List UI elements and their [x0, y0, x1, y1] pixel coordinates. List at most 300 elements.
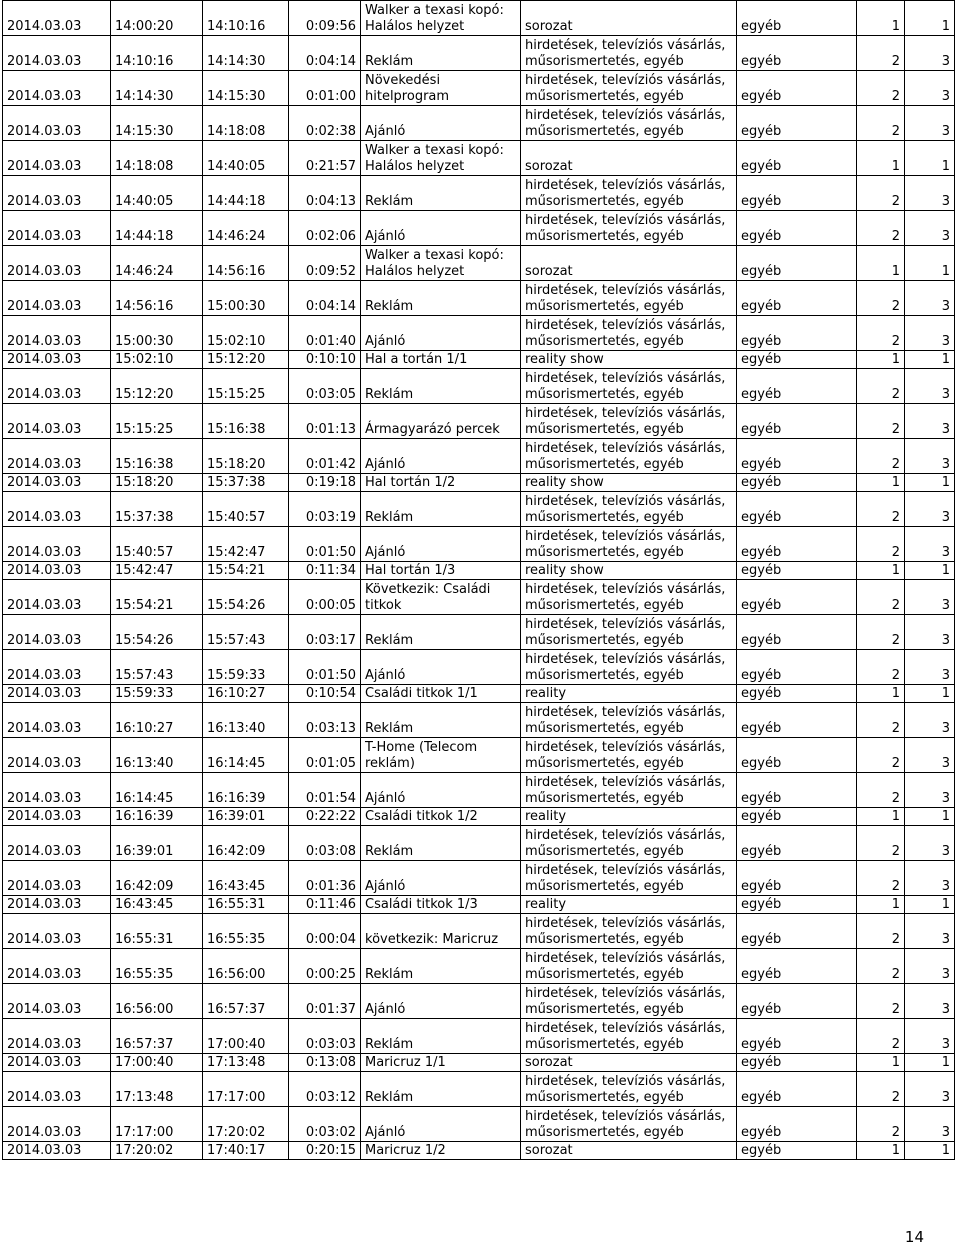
start-time-cell: 16:56:00: [111, 984, 203, 1019]
start-time-cell: 16:14:45: [111, 773, 203, 808]
code-b-cell: 3: [905, 71, 955, 106]
genre-cell: egyéb: [737, 281, 857, 316]
genre-cell: egyéb: [737, 949, 857, 984]
genre-cell: egyéb: [737, 492, 857, 527]
date-cell: 2014.03.03: [3, 861, 111, 896]
start-time-cell: 15:00:30: [111, 316, 203, 351]
duration-cell: 0:09:52: [289, 246, 361, 281]
program-title-cell: Ajánló: [361, 1107, 521, 1142]
genre-cell: egyéb: [737, 685, 857, 703]
code-a-cell: 2: [857, 580, 905, 615]
genre-cell: egyéb: [737, 36, 857, 71]
program-title-cell: Reklám: [361, 176, 521, 211]
category-cell: reality show: [521, 562, 737, 580]
end-time-cell: 16:56:00: [203, 949, 289, 984]
code-b-cell: 3: [905, 949, 955, 984]
start-time-cell: 15:18:20: [111, 474, 203, 492]
table-row: [3, 949, 955, 984]
table-row: [3, 580, 955, 615]
genre-cell: egyéb: [737, 71, 857, 106]
code-b-cell: 3: [905, 211, 955, 246]
program-title-cell: Ajánló: [361, 211, 521, 246]
table-row: [3, 439, 955, 474]
code-b-cell: 3: [905, 1019, 955, 1054]
category-cell: hirdetések, televíziós vásárlás, műsorismertetés, egyéb: [521, 281, 737, 316]
end-time-cell: 15:18:20: [203, 439, 289, 474]
category-cell: hirdetések, televíziós vásárlás, műsorismertetés, egyéb: [521, 1107, 737, 1142]
genre-cell: egyéb: [737, 176, 857, 211]
end-time-cell: 16:55:35: [203, 914, 289, 949]
category-cell: hirdetések, televíziós vásárlás, műsorismertetés, egyéb: [521, 949, 737, 984]
start-time-cell: 15:42:47: [111, 562, 203, 580]
genre-cell: egyéb: [737, 351, 857, 369]
program-title-cell: Ajánló: [361, 439, 521, 474]
duration-cell: 0:19:18: [289, 474, 361, 492]
table-row: [3, 246, 955, 281]
code-b-cell: 3: [905, 773, 955, 808]
code-a-cell: 1: [857, 1142, 905, 1160]
table-row: [3, 527, 955, 562]
program-title-cell: Reklám: [361, 826, 521, 861]
category-cell: hirdetések, televíziós vásárlás, műsorismertetés, egyéb: [521, 580, 737, 615]
program-title-cell: Ajánló: [361, 316, 521, 351]
start-time-cell: 14:00:20: [111, 1, 203, 36]
start-time-cell: 14:14:30: [111, 71, 203, 106]
category-cell: sorozat: [521, 1054, 737, 1072]
duration-cell: 0:04:13: [289, 176, 361, 211]
start-time-cell: 16:55:31: [111, 914, 203, 949]
code-a-cell: 2: [857, 1072, 905, 1107]
category-cell: hirdetések, televíziós vásárlás, műsorismertetés, egyéb: [521, 703, 737, 738]
code-a-cell: 2: [857, 949, 905, 984]
table-row: [3, 176, 955, 211]
program-title-cell: Növekedési hitelprogram: [361, 71, 521, 106]
category-cell: reality: [521, 896, 737, 914]
end-time-cell: 15:54:26: [203, 580, 289, 615]
start-time-cell: 14:56:16: [111, 281, 203, 316]
category-cell: hirdetések, televíziós vásárlás, műsorismertetés, egyéb: [521, 439, 737, 474]
program-title-cell: Ajánló: [361, 527, 521, 562]
date-cell: 2014.03.03: [3, 281, 111, 316]
genre-cell: egyéb: [737, 1072, 857, 1107]
end-time-cell: 17:00:40: [203, 1019, 289, 1054]
code-a-cell: 1: [857, 1, 905, 36]
code-b-cell: 3: [905, 369, 955, 404]
date-cell: 2014.03.03: [3, 896, 111, 914]
code-b-cell: 3: [905, 36, 955, 71]
code-b-cell: 1: [905, 474, 955, 492]
start-time-cell: 14:15:30: [111, 106, 203, 141]
page-number: 14: [904, 1228, 924, 1246]
duration-cell: 0:11:46: [289, 896, 361, 914]
code-b-cell: 1: [905, 562, 955, 580]
date-cell: 2014.03.03: [3, 615, 111, 650]
table-row: [3, 1072, 955, 1107]
code-a-cell: 2: [857, 527, 905, 562]
code-a-cell: 2: [857, 439, 905, 474]
genre-cell: egyéb: [737, 703, 857, 738]
start-time-cell: 14:46:24: [111, 246, 203, 281]
category-cell: hirdetések, televíziós vásárlás, műsorismertetés, egyéb: [521, 773, 737, 808]
genre-cell: egyéb: [737, 527, 857, 562]
start-time-cell: 14:40:05: [111, 176, 203, 211]
program-title-cell: Walker a texasi kopó: Halálos helyzet: [361, 141, 521, 176]
genre-cell: egyéb: [737, 1019, 857, 1054]
code-b-cell: 3: [905, 1107, 955, 1142]
code-a-cell: 2: [857, 316, 905, 351]
date-cell: 2014.03.03: [3, 369, 111, 404]
table-row: [3, 984, 955, 1019]
end-time-cell: 16:57:37: [203, 984, 289, 1019]
duration-cell: 0:01:36: [289, 861, 361, 896]
table-row: [3, 36, 955, 71]
date-cell: 2014.03.03: [3, 492, 111, 527]
genre-cell: egyéb: [737, 826, 857, 861]
date-cell: 2014.03.03: [3, 738, 111, 773]
date-cell: 2014.03.03: [3, 141, 111, 176]
start-time-cell: 16:43:45: [111, 896, 203, 914]
code-a-cell: 2: [857, 492, 905, 527]
code-b-cell: 1: [905, 808, 955, 826]
start-time-cell: 16:55:35: [111, 949, 203, 984]
table-row: [3, 351, 955, 369]
code-b-cell: 3: [905, 914, 955, 949]
genre-cell: egyéb: [737, 439, 857, 474]
table-row: [3, 808, 955, 826]
genre-cell: egyéb: [737, 808, 857, 826]
start-time-cell: 15:12:20: [111, 369, 203, 404]
table-row: [3, 1054, 955, 1072]
program-title-cell: Maricruz 1/1: [361, 1054, 521, 1072]
end-time-cell: 14:15:30: [203, 71, 289, 106]
start-time-cell: 15:02:10: [111, 351, 203, 369]
genre-cell: egyéb: [737, 369, 857, 404]
date-cell: 2014.03.03: [3, 211, 111, 246]
code-a-cell: 2: [857, 211, 905, 246]
category-cell: hirdetések, televíziós vásárlás, műsorismertetés, egyéb: [521, 369, 737, 404]
genre-cell: egyéb: [737, 562, 857, 580]
code-b-cell: 3: [905, 738, 955, 773]
table-row: [3, 281, 955, 316]
genre-cell: egyéb: [737, 404, 857, 439]
table-row: [3, 106, 955, 141]
program-title-cell: Hal tortán 1/2: [361, 474, 521, 492]
start-time-cell: 14:10:16: [111, 36, 203, 71]
code-b-cell: 1: [905, 1054, 955, 1072]
category-cell: hirdetések, televíziós vásárlás, műsorismertetés, egyéb: [521, 527, 737, 562]
start-time-cell: 17:17:00: [111, 1107, 203, 1142]
table-row: [3, 316, 955, 351]
program-title-cell: Reklám: [361, 281, 521, 316]
table-row: [3, 211, 955, 246]
code-a-cell: 1: [857, 246, 905, 281]
genre-cell: egyéb: [737, 1107, 857, 1142]
code-a-cell: 2: [857, 826, 905, 861]
program-title-cell: Reklám: [361, 36, 521, 71]
date-cell: 2014.03.03: [3, 773, 111, 808]
broadcast-log-table: [2, 0, 955, 1160]
code-b-cell: 3: [905, 826, 955, 861]
code-b-cell: 1: [905, 246, 955, 281]
program-title-cell: Családi titkok 1/1: [361, 685, 521, 703]
start-time-cell: 17:00:40: [111, 1054, 203, 1072]
code-b-cell: 3: [905, 106, 955, 141]
code-b-cell: 3: [905, 439, 955, 474]
start-time-cell: 14:18:08: [111, 141, 203, 176]
code-a-cell: 2: [857, 176, 905, 211]
code-a-cell: 1: [857, 896, 905, 914]
duration-cell: 0:10:10: [289, 351, 361, 369]
genre-cell: egyéb: [737, 896, 857, 914]
code-b-cell: 1: [905, 685, 955, 703]
code-a-cell: 2: [857, 773, 905, 808]
duration-cell: 0:01:05: [289, 738, 361, 773]
table-row: [3, 896, 955, 914]
end-time-cell: 15:37:38: [203, 474, 289, 492]
category-cell: sorozat: [521, 1142, 737, 1160]
duration-cell: 0:00:04: [289, 914, 361, 949]
start-time-cell: 16:39:01: [111, 826, 203, 861]
program-title-cell: Családi titkok 1/2: [361, 808, 521, 826]
code-a-cell: 1: [857, 562, 905, 580]
start-time-cell: 16:42:09: [111, 861, 203, 896]
table-row: [3, 1142, 955, 1160]
code-a-cell: 2: [857, 914, 905, 949]
table-row: [3, 1, 955, 36]
duration-cell: 0:04:14: [289, 281, 361, 316]
date-cell: 2014.03.03: [3, 650, 111, 685]
table-row: [3, 861, 955, 896]
date-cell: 2014.03.03: [3, 703, 111, 738]
code-b-cell: 1: [905, 896, 955, 914]
code-a-cell: 1: [857, 685, 905, 703]
date-cell: 2014.03.03: [3, 439, 111, 474]
genre-cell: egyéb: [737, 246, 857, 281]
code-a-cell: 2: [857, 703, 905, 738]
program-title-cell: Reklám: [361, 1019, 521, 1054]
end-time-cell: 14:10:16: [203, 1, 289, 36]
code-b-cell: 3: [905, 580, 955, 615]
category-cell: hirdetések, televíziós vásárlás, műsorismertetés, egyéb: [521, 1072, 737, 1107]
end-time-cell: 16:14:45: [203, 738, 289, 773]
end-time-cell: 16:13:40: [203, 703, 289, 738]
category-cell: hirdetések, televíziós vásárlás, műsorismertetés, egyéb: [521, 615, 737, 650]
code-a-cell: 1: [857, 474, 905, 492]
code-b-cell: 1: [905, 1, 955, 36]
duration-cell: 0:03:19: [289, 492, 361, 527]
table-row: [3, 685, 955, 703]
start-time-cell: 14:44:18: [111, 211, 203, 246]
category-cell: reality: [521, 808, 737, 826]
duration-cell: 0:13:08: [289, 1054, 361, 1072]
date-cell: 2014.03.03: [3, 808, 111, 826]
program-title-cell: Reklám: [361, 369, 521, 404]
program-title-cell: Walker a texasi kopó: Halálos helyzet: [361, 246, 521, 281]
start-time-cell: 16:57:37: [111, 1019, 203, 1054]
code-b-cell: 3: [905, 984, 955, 1019]
genre-cell: egyéb: [737, 316, 857, 351]
genre-cell: egyéb: [737, 1, 857, 36]
date-cell: 2014.03.03: [3, 1054, 111, 1072]
duration-cell: 0:03:13: [289, 703, 361, 738]
category-cell: sorozat: [521, 141, 737, 176]
code-b-cell: 1: [905, 1142, 955, 1160]
category-cell: hirdetések, televíziós vásárlás, műsorismertetés, egyéb: [521, 176, 737, 211]
date-cell: 2014.03.03: [3, 949, 111, 984]
category-cell: hirdetések, televíziós vásárlás, műsorismertetés, egyéb: [521, 404, 737, 439]
program-title-cell: következik: Maricruz: [361, 914, 521, 949]
start-time-cell: 15:57:43: [111, 650, 203, 685]
code-a-cell: 2: [857, 71, 905, 106]
end-time-cell: 14:56:16: [203, 246, 289, 281]
code-a-cell: 2: [857, 861, 905, 896]
category-cell: sorozat: [521, 246, 737, 281]
end-time-cell: 16:42:09: [203, 826, 289, 861]
table-row: [3, 492, 955, 527]
category-cell: hirdetések, televíziós vásárlás, műsorismertetés, egyéb: [521, 861, 737, 896]
category-cell: reality: [521, 685, 737, 703]
genre-cell: egyéb: [737, 106, 857, 141]
category-cell: reality show: [521, 474, 737, 492]
category-cell: hirdetések, televíziós vásárlás, műsorismertetés, egyéb: [521, 492, 737, 527]
start-time-cell: 15:54:21: [111, 580, 203, 615]
end-time-cell: 14:46:24: [203, 211, 289, 246]
code-a-cell: 2: [857, 984, 905, 1019]
program-title-cell: Családi titkok 1/3: [361, 896, 521, 914]
end-time-cell: 14:18:08: [203, 106, 289, 141]
code-b-cell: 3: [905, 650, 955, 685]
date-cell: 2014.03.03: [3, 316, 111, 351]
start-time-cell: 15:15:25: [111, 404, 203, 439]
category-cell: hirdetések, televíziós vásárlás, műsorismertetés, egyéb: [521, 650, 737, 685]
table-row: [3, 703, 955, 738]
genre-cell: egyéb: [737, 773, 857, 808]
duration-cell: 0:03:17: [289, 615, 361, 650]
end-time-cell: 14:40:05: [203, 141, 289, 176]
date-cell: 2014.03.03: [3, 1, 111, 36]
table-row: [3, 474, 955, 492]
category-cell: hirdetések, televíziós vásárlás, műsorismertetés, egyéb: [521, 106, 737, 141]
code-b-cell: 3: [905, 316, 955, 351]
table-row: [3, 369, 955, 404]
duration-cell: 0:01:37: [289, 984, 361, 1019]
date-cell: 2014.03.03: [3, 914, 111, 949]
program-title-cell: Reklám: [361, 949, 521, 984]
program-title-cell: Ajánló: [361, 861, 521, 896]
date-cell: 2014.03.03: [3, 351, 111, 369]
duration-cell: 0:20:15: [289, 1142, 361, 1160]
end-time-cell: 16:39:01: [203, 808, 289, 826]
start-time-cell: 15:16:38: [111, 439, 203, 474]
duration-cell: 0:01:13: [289, 404, 361, 439]
end-time-cell: 15:16:38: [203, 404, 289, 439]
genre-cell: egyéb: [737, 615, 857, 650]
date-cell: 2014.03.03: [3, 580, 111, 615]
date-cell: 2014.03.03: [3, 404, 111, 439]
code-b-cell: 1: [905, 141, 955, 176]
code-a-cell: 2: [857, 36, 905, 71]
log-body: [3, 1, 955, 1160]
genre-cell: egyéb: [737, 141, 857, 176]
table-row: [3, 826, 955, 861]
duration-cell: 0:11:34: [289, 562, 361, 580]
start-time-cell: 16:16:39: [111, 808, 203, 826]
end-time-cell: 17:17:00: [203, 1072, 289, 1107]
code-a-cell: 1: [857, 1054, 905, 1072]
category-cell: sorozat: [521, 1, 737, 36]
category-cell: hirdetések, televíziós vásárlás, műsorismertetés, egyéb: [521, 36, 737, 71]
duration-cell: 0:01:50: [289, 527, 361, 562]
code-b-cell: 3: [905, 527, 955, 562]
code-a-cell: 2: [857, 404, 905, 439]
duration-cell: 0:01:54: [289, 773, 361, 808]
end-time-cell: 16:10:27: [203, 685, 289, 703]
table-row: [3, 650, 955, 685]
start-time-cell: 15:59:33: [111, 685, 203, 703]
end-time-cell: 14:44:18: [203, 176, 289, 211]
date-cell: 2014.03.03: [3, 1019, 111, 1054]
code-a-cell: 2: [857, 1107, 905, 1142]
table-row: [3, 1019, 955, 1054]
start-time-cell: 16:13:40: [111, 738, 203, 773]
duration-cell: 0:03:05: [289, 369, 361, 404]
start-time-cell: 17:20:02: [111, 1142, 203, 1160]
date-cell: 2014.03.03: [3, 246, 111, 281]
end-time-cell: 17:13:48: [203, 1054, 289, 1072]
duration-cell: 0:02:38: [289, 106, 361, 141]
date-cell: 2014.03.03: [3, 1142, 111, 1160]
genre-cell: egyéb: [737, 738, 857, 773]
table-row: [3, 738, 955, 773]
code-a-cell: 1: [857, 351, 905, 369]
genre-cell: egyéb: [737, 211, 857, 246]
duration-cell: 0:04:14: [289, 36, 361, 71]
end-time-cell: 15:54:21: [203, 562, 289, 580]
code-a-cell: 2: [857, 369, 905, 404]
program-title-cell: Ajánló: [361, 106, 521, 141]
program-title-cell: Walker a texasi kopó: Halálos helyzet: [361, 1, 521, 36]
program-title-cell: Reklám: [361, 1072, 521, 1107]
code-a-cell: 2: [857, 1019, 905, 1054]
code-b-cell: 3: [905, 615, 955, 650]
end-time-cell: 15:57:43: [203, 615, 289, 650]
genre-cell: egyéb: [737, 650, 857, 685]
end-time-cell: 16:43:45: [203, 861, 289, 896]
code-b-cell: 3: [905, 281, 955, 316]
category-cell: hirdetések, televíziós vásárlás, műsorismertetés, egyéb: [521, 984, 737, 1019]
start-time-cell: 17:13:48: [111, 1072, 203, 1107]
category-cell: hirdetések, televíziós vásárlás, műsorismertetés, egyéb: [521, 211, 737, 246]
start-time-cell: 15:54:26: [111, 615, 203, 650]
date-cell: 2014.03.03: [3, 1107, 111, 1142]
code-a-cell: 2: [857, 615, 905, 650]
category-cell: hirdetések, televíziós vásárlás, műsorismertetés, egyéb: [521, 316, 737, 351]
duration-cell: 0:02:06: [289, 211, 361, 246]
duration-cell: 0:10:54: [289, 685, 361, 703]
date-cell: 2014.03.03: [3, 474, 111, 492]
code-b-cell: 3: [905, 492, 955, 527]
table-row: [3, 773, 955, 808]
genre-cell: egyéb: [737, 861, 857, 896]
program-title-cell: Reklám: [361, 703, 521, 738]
code-b-cell: 3: [905, 404, 955, 439]
program-title-cell: Ajánló: [361, 773, 521, 808]
code-a-cell: 1: [857, 141, 905, 176]
code-a-cell: 2: [857, 650, 905, 685]
end-time-cell: 15:12:20: [203, 351, 289, 369]
genre-cell: egyéb: [737, 914, 857, 949]
category-cell: hirdetések, televíziós vásárlás, műsorismertetés, egyéb: [521, 1019, 737, 1054]
